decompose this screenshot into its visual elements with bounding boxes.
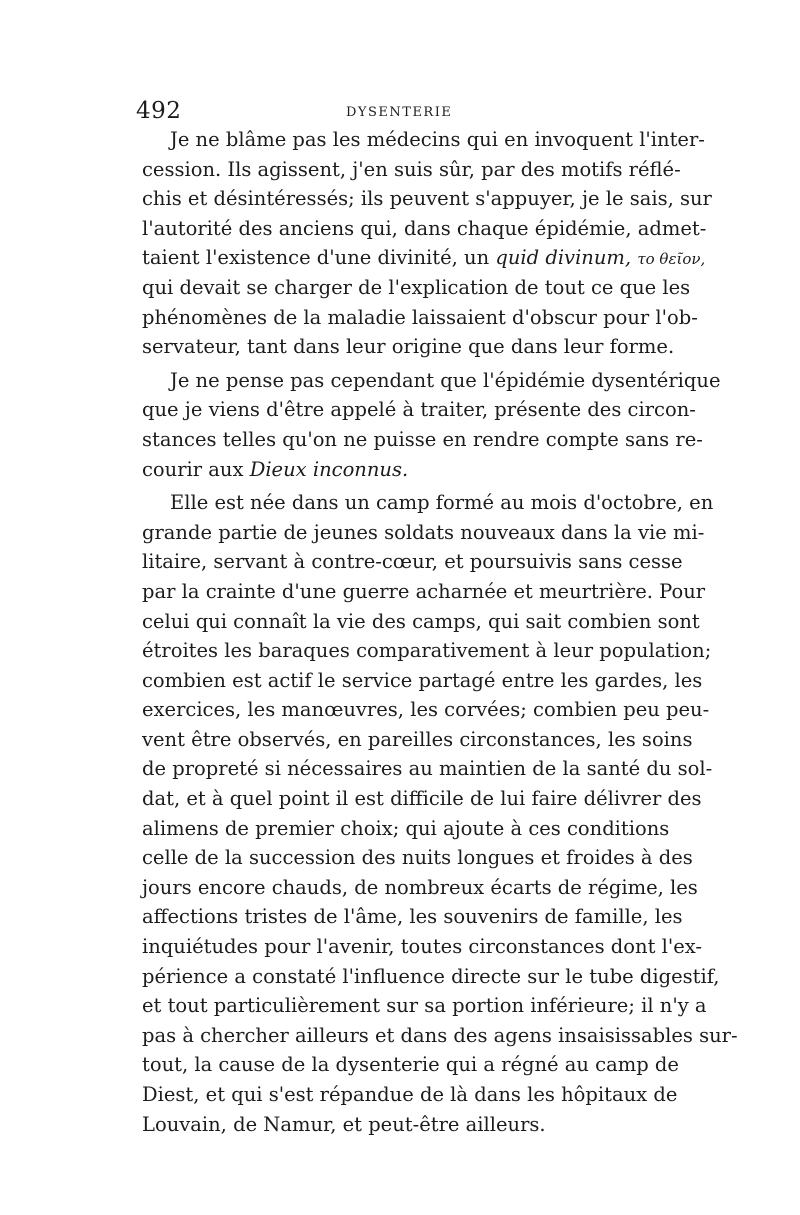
page-header bbox=[136, 98, 656, 128]
text-line bbox=[142, 243, 706, 273]
text-segment: pas à chercher ailleurs et dans des agens insaisissables sur- bbox=[142, 1023, 738, 1047]
running-head: DYSENTERIE bbox=[346, 105, 453, 120]
text-line bbox=[142, 636, 712, 666]
text-line bbox=[142, 695, 710, 725]
text-line bbox=[142, 332, 675, 362]
text-line bbox=[142, 125, 705, 155]
text-segment: tout, la cause de la dysenterie qui a régné au camp de bbox=[142, 1053, 679, 1077]
text-line bbox=[142, 395, 696, 425]
text-segment: combien est actif le service partagé entre les gardes, les bbox=[142, 668, 703, 692]
text-segment: affections tristes de l'âme, les souvenirs de famille, les bbox=[142, 905, 683, 929]
text-line bbox=[142, 754, 713, 784]
text-line bbox=[142, 962, 720, 992]
text-segment: chis et désintéressés; ils peuvent s'appuyer, je le sais, sur bbox=[142, 187, 712, 211]
text-line bbox=[142, 843, 693, 873]
text-line bbox=[142, 991, 707, 1021]
text-line bbox=[142, 932, 702, 962]
text-segment: taient l'existence d'une divinité, un bbox=[142, 246, 496, 270]
text-segment: grande partie de jeunes soldats nouveaux dans la vie mi- bbox=[142, 520, 705, 544]
text-line bbox=[142, 155, 681, 185]
text-segment: étroites les baraques comparativement à leur population; bbox=[142, 639, 712, 663]
text-line bbox=[142, 1080, 678, 1110]
text-segment-greek: το θεῖον, bbox=[637, 250, 706, 269]
text-segment: exercices, les manœuvres, les corvées; combien peu peu- bbox=[142, 698, 710, 722]
text-segment: phénomènes de la maladie laissaient d'obscur pour l'ob- bbox=[142, 305, 698, 329]
text-segment: jours encore chauds, de nombreux écarts de régime, les bbox=[142, 875, 698, 899]
text-segment: stances telles qu'on ne puisse en rendre compte sans re- bbox=[142, 427, 703, 451]
text-segment: qui devait se charger de l'explication de tout ce que les bbox=[142, 275, 691, 299]
text-line bbox=[142, 784, 702, 814]
text-segment: Elle est née dans un camp formé au mois d'octobre, en bbox=[170, 491, 714, 515]
text-line bbox=[142, 425, 703, 455]
text-line bbox=[142, 184, 712, 214]
text-segment: Je ne blâme pas les médecins qui en invoquent l'inter- bbox=[170, 128, 705, 151]
text-segment: cession. Ils agissent, j'en suis sûr, par des motifs réflé- bbox=[142, 157, 681, 181]
text-line bbox=[142, 303, 698, 333]
text-line bbox=[142, 547, 683, 577]
text-line bbox=[142, 273, 691, 303]
text-line bbox=[142, 366, 721, 396]
text-segment: servateur, tant dans leur origine que dans leur forme. bbox=[142, 335, 675, 359]
text-line bbox=[142, 1021, 738, 1051]
body-text bbox=[142, 125, 738, 1139]
text-segment: dat, et à quel point il est difficile de lui faire délivrer des bbox=[142, 787, 702, 811]
text-segment: courir aux bbox=[142, 457, 250, 481]
text-segment: et tout particulièrement sur sa portion inférieure; il n'y a bbox=[142, 994, 707, 1018]
text-segment: que je viens d'être appelé à traiter, présente des circon- bbox=[142, 398, 696, 422]
text-line bbox=[142, 666, 703, 696]
text-segment: par la crainte d'une guerre acharnée et meurtrière. Pour bbox=[142, 579, 706, 603]
text-line bbox=[142, 873, 698, 903]
text-segment-italic: quid divinum, bbox=[495, 246, 632, 270]
text-segment: celle de la succession des nuits longues et froides à des bbox=[142, 846, 693, 870]
page-number: 492 bbox=[136, 98, 182, 124]
text-line bbox=[142, 1110, 654, 1140]
text-segment: périence a constaté l'influence directe sur le tube digestif, bbox=[142, 964, 720, 988]
text-segment: celui qui connaît la vie des camps, qui sait combien sont bbox=[142, 609, 700, 633]
text-line bbox=[142, 902, 683, 932]
text-line bbox=[142, 518, 705, 548]
text-line bbox=[142, 1050, 679, 1080]
text-segment-italic: Dieux inconnus. bbox=[249, 457, 409, 481]
text-segment: l'autorité des anciens qui, dans chaque épidémie, admet- bbox=[142, 216, 707, 240]
text-line bbox=[142, 814, 670, 844]
text-line bbox=[142, 577, 706, 607]
text-segment: de propreté si nécessaires au maintien de la santé du sol- bbox=[142, 757, 713, 781]
text-segment: Je ne pense pas cependant que l'épidémie dysentérique bbox=[170, 368, 721, 392]
text-segment: alimens de premier choix; qui ajoute à ces conditions bbox=[142, 816, 670, 840]
text-line bbox=[142, 455, 654, 485]
text-line bbox=[142, 488, 714, 518]
text-segment: inquiétudes pour l'avenir, toutes circonstances dont l'ex- bbox=[142, 935, 702, 959]
text-segment: Louvain, de Namur, et peut-être ailleurs. bbox=[142, 1112, 546, 1136]
text-segment: vent être observés, en pareilles circonstances, les soins bbox=[142, 727, 693, 751]
text-line bbox=[142, 607, 700, 637]
text-segment: litaire, servant à contre-cœur, et poursuivis sans cesse bbox=[142, 550, 683, 574]
text-segment: Diest, et qui s'est répandue de là dans les hôpitaux de bbox=[142, 1083, 678, 1106]
text-line bbox=[142, 214, 707, 244]
text-line bbox=[142, 725, 693, 755]
